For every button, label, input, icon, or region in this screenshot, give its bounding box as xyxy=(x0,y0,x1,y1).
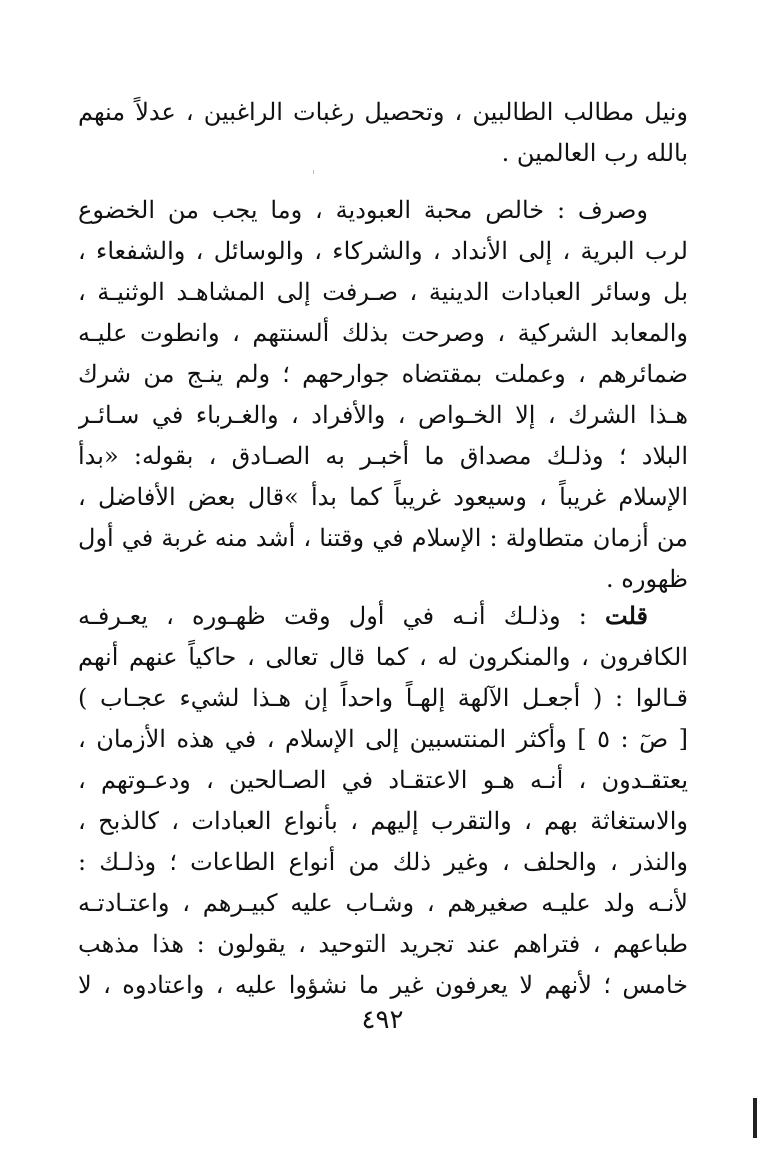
text-line: [ صٓ : ٥ ] وأكثر المنتسبين إلى الإسلام ، في هذه الأزمان ، xyxy=(78,725,688,753)
text-line: والاستغاثة بهم ، والتقرب إليهم ، بأنواع العبادات ، كالذبح ، xyxy=(78,807,688,835)
text-line: قـالوا : ( أجعـل الآلهة إلهـاً واحداً إن هـذا لشيء عجـاب ) xyxy=(78,684,688,712)
text-line: ظهوره . xyxy=(606,565,688,593)
page-number: ٤٩٢ xyxy=(361,1005,404,1035)
text-line: طباعهم ، فتراهم عند تجريد التوحيد ، يقولون : هذا مذهب xyxy=(78,930,688,958)
text-line: بل وسائر العبادات الدينية ، صـرفت إلى المشاهـد الوثنيـة ، xyxy=(78,278,688,306)
paragraph-lead-word: قلت xyxy=(605,601,648,630)
text-line: من أزمان متطاولة : الإسلام في وقتنا ، أشد منه غربة في أول xyxy=(78,524,688,552)
text-line: وصرف : خالص محبة العبودية ، وما يجب من الخضوع xyxy=(78,196,648,224)
text-line: البلاد ؛ وذلـك مصداق ما أخبـر به الصـادق ، بقوله: «بدأ xyxy=(78,442,688,470)
text-line: ونيل مطالب الطالبين ، وتحصيل رغبات الراغبين ، عدلاً منهم xyxy=(78,98,688,126)
text-line: هـذا الشرك ، إلا الخـواص ، والأفراد ، والغـرباء في سـائـر xyxy=(78,401,688,429)
text-line: يعتقـدون ، أنـه هـو الاعتقـاد في الصـالحين ، ودعـوتهم ، xyxy=(78,766,688,794)
paragraph-2 xyxy=(78,190,688,600)
text-line: والمعابد الشركية ، وصرحت بذلك ألسنتهم ، وانطوت عليـه xyxy=(78,319,688,347)
text-line: الكافرون ، والمنكرون له ، كما قال تعالى ، حاكياً عنهم أنهم xyxy=(78,643,688,671)
paragraph-1 xyxy=(78,92,688,174)
text-line: لرب البرية ، إلى الأنداد ، والشركاء ، والوسائل ، والشفعاء ، xyxy=(78,237,688,265)
text-line: بالله رب العالمين . xyxy=(501,139,688,167)
scan-edge-mark xyxy=(753,1098,757,1138)
text-line xyxy=(78,595,688,637)
text-line: خامس ؛ لأنهم لا يعرفون غير ما نشؤوا عليه ، واعتادوه ، لا xyxy=(78,971,688,999)
text-line: لأنـه ولد عليـه صغيرهم ، وشـاب عليه كبيـرهم ، واعتـادتـه xyxy=(78,889,688,917)
text-line: الإسلام غريباً ، وسيعود غريباً كما بدأ »قال بعض الأفاضل ، xyxy=(78,483,688,511)
text-line: والنذر ، والحلف ، وغير ذلك من أنواع الطاعات ؛ وذلـك : xyxy=(78,848,688,876)
text-line: ضمائرهم ، وعملت بمقتضاه جوارحهم ؛ ولم ينـج من شرك xyxy=(78,360,688,388)
paragraph-3 xyxy=(78,595,688,1006)
text-line-rest: : وذلـك أنـه في أول وقت ظهـوره ، يعـرفـه xyxy=(78,602,606,630)
